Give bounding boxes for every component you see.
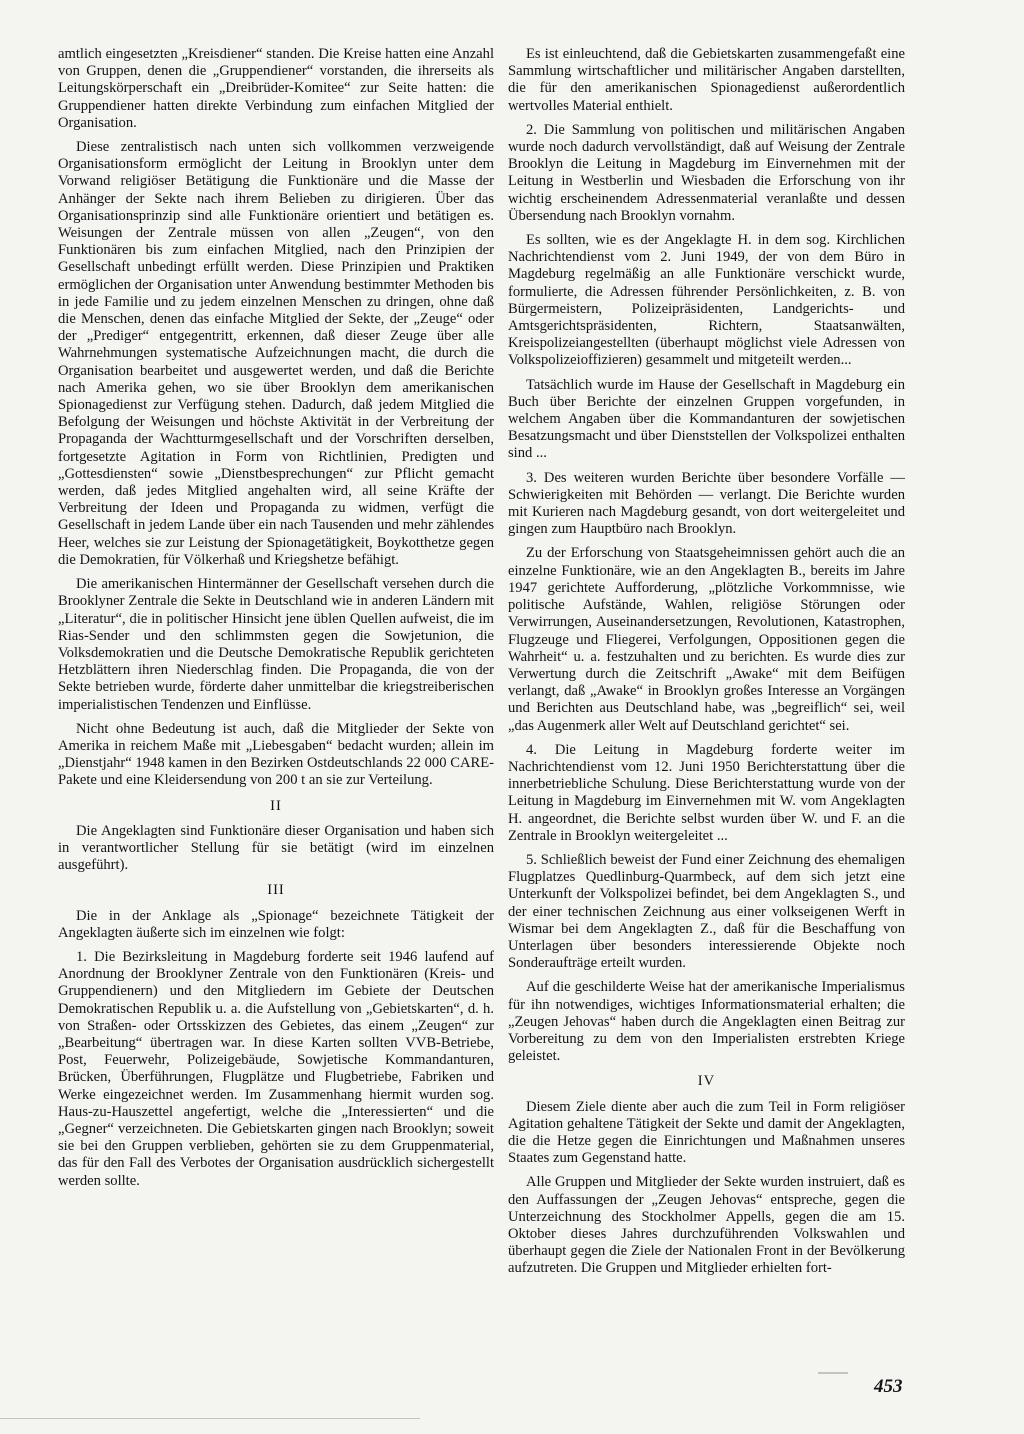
paragraph: Es sollten, wie es der Angeklagte H. in dem sog. Kirchlichen Nachrichtendienst vom 2. Juni 1949, der von dem Büro in Magdeburg regelmäßig an alle Funktionäre verschickt wurde, formulierte, die Adressen führender Persönlichkeiten, z. B. von Bürgermeistern, Polizeipräsidenten, Landgerichts- und Amtsgerichtspräsidenten, Richtern, Staatsanwälten, Kreispolizeiangestellten (überhaupt möglichst viele Adressen von Volkspolizeioffizieren) gesammelt und mitgeteilt werden... — [508, 232, 905, 369]
paragraph: Die Angeklagten sind Funktionäre dieser Organisation und haben sich in verantwortlicher Stellung für sie betätigt (wird im einzelnen ausgeführt). — [58, 822, 494, 874]
paragraph: Auf die geschilderte Weise hat der amerikanische Imperialismus für ihn notwendiges, wichtiges Informationsmaterial erhalten; die „Zeugen Jehovas“ haben durch die Angeklagten einen Beitrag zur Vorbereitung zu dem von den Imperialisten erstrebten Kriege geleistet. — [508, 979, 905, 1065]
paragraph: Die amerikanischen Hintermänner der Gesellschaft versehen durch die Brooklyner Zentrale die Sekte in Deutschland wie in anderen Ländern mit „Literatur“, die in politischer Hinsicht jene üblen Quellen aufweist, die im Rias-Sender und den schlimmsten gegen die Sowjetunion, die Volksdemokratien und die Deutsche Demokratische Republik gerichteten Hetzblättern ihren Niederschlag finden. Die Propaganda, die von der Sekte betrieben wurde, förderte daher unmittelbar die kriegstreiberischen imperialistischen Tendenzen und Einflüsse. — [58, 576, 494, 713]
paragraph: 1. Die Bezirksleitung in Magdeburg forderte seit 1946 laufend auf Anordnung der Brooklyner Zentrale von den Funktionären (Kreis- und Gruppendienern) und den Mitgliedern im Gebiete der Deutschen Demokratischen Republik u. a. die Aufstellung von „Gebietskarten“, d. h. von Straßen- oder Ortsskizzen des Gebietes, das einem „Zeugen“ zur „Bearbeitung“ übertragen war. In diese Karten sollten VVB-Betriebe, Post, Feuerwehr, Polizeigebäude, Sowjetische Kommandanturen, Brücken, Überführungen, Flugplätze und Flugbetriebe, Fabriken und Werke eingezeichnet werden. Im Zusammenhang hiermit wurden sog. Haus-zu-Hauszettel angefertigt, welche die „Interessierten“ und die „Gegner“ verzeichneten. Die Gebietskarten gingen nach Brooklyn; soweit sie bei den Gruppen verblieben, gehörten sie zu dem Gruppenmaterial, das für den Fall des Verbotes der Organisation ausdrücklich sichergestellt werden sollte. — [58, 948, 494, 1189]
paragraph: Tatsächlich wurde im Hause der Gesellschaft in Magdeburg ein Buch über Berichte der einzelnen Gruppen vorgefunden, in welchem Angaben über die Kommandanturen der sowjetischen Besatzungsmacht und über Dienststellen der Volkspolizei enthalten sind ... — [508, 376, 905, 462]
paragraph: 2. Die Sammlung von politischen und militärischen Angaben wurde noch dadurch vervollständigt, daß auf Weisung der Zentrale Brooklyn die Leitung in Magdeburg im Einvernehmen mit der Leitung in Westberlin und Wiesbaden die Erforschung von ihr wichtig erscheinendem Adressenmaterial veranlaßte und dessen Übersendung nach Brooklyn vornahm. — [508, 121, 905, 224]
paragraph: amtlich eingesetzten „Kreisdiener“ standen. Die Kreise hatten eine Anzahl von Gruppen, denen die „Gruppendiener“ vorstanden, die ihrerseits als Leitungskörperschaft ein „Dreibrüder-Komitee“ zur Seite hatten: die Gruppendiener hatten direkte Verbindung zum einfachen Mitglied der Organisation. — [58, 46, 494, 131]
paragraph: Diese zentralistisch nach unten sich vollkommen verzweigende Organisationsform ermöglicht der Leitung in Brooklyn unter dem Vorwand religiöser Betätigung die Funktionäre und die Masse der Anhänger der Sekte nach ihrem Belieben zu dirigieren. Über das Organisationsprinzip sind alle Funktionäre orientiert und betätigen es. Weisungen der Zentrale müssen von allen „Zeugen“, von den Funktionären bis zum einfachen Mitglied, nach den Prinzipien der Gesellschaft unbedingt erfüllt werden. Diese Prinzipien und Praktiken ermöglichen der Organisation unter Anwendung bestimmter Methoden bis in jede Familie und zu jedem einzelnen Menschen zu dringen, ohne daß die Menschen, denen das einfache Mitglied der Sekte, der „Zeuge“ oder der „Prediger“ entgegentritt, erkennen, daß dieser Zeuge über alle Wahrnehmungen systematische Aufzeichnungen macht, die durch die Organisation bearbeitet und ausgewertet werden, und daß die Berichte nach Amerika gehen, wo sie über Brooklyn dem amerikanischen Spionagedienst zur Verfügung stehen. Dadurch, daß jedem Mitglied die Befolgung der Weisungen und höchste Aktivität in der Verbreitung der Propaganda der Wachtturmgesellschaft und der Vorschriften derselben, fortgesetzte Agitation in Form von Richtlinien, Predigten und „Gottesdiensten“ sowie „Dienstbesprechungen“ zur Pflicht gemacht werden, daß jedes Mitglied angehalten wird, all seine Kräfte der Verbreitung der Ideen und Propaganda zu widmen, verfügt die Gesellschaft in jedem Lande über ein nach Tausenden und mehr zählendes Heer, welches sie zur Leistung der Spionagetätigkeit, Boykotthetze gegen die Demokratien, für Völkerhaß und Kriegshetze befähigt. — [58, 139, 494, 568]
scan-edge-mark — [0, 1418, 420, 1419]
paragraph: Nicht ohne Bedeutung ist auch, daß die Mitglieder der Sekte von Amerika in reichem Maße mit „Liebesgaben“ bedacht wurden; allein im „Dienstjahr“ 1948 kamen in den Bezirken Ostdeutschlands 22 000 CARE-Pakete und eine Kleidersendung von 200 t an sie zur Verteilung. — [58, 720, 494, 789]
paragraph: Diesem Ziele diente aber auch die zum Teil in Form religiöser Agitation gehaltene Tätigkeit der Sekte und damit der Angeklagten, die die Hetze gegen die Einrichtungen und Maßnahmen unseres Staates zum Gegenstand hatte. — [508, 1098, 905, 1167]
page-number: 453 — [874, 1376, 903, 1397]
paragraph: Die in der Anklage als „Spionage“ bezeichnete Tätigkeit der Angeklagten äußerte sich im einzelnen wie folgt: — [58, 907, 494, 941]
right-column — [508, 46, 905, 1285]
paragraph: Zu der Erforschung von Staatsgeheimnissen gehört auch die an einzelne Funktionäre, wie an den Angeklagten B., bereits im Jahre 1947 gerichtete Aufforderung, „plötzliche Vorkommnisse, wie politische Aufstände, Wahlen, religiöse Störungen oder Verwirrungen, Auseinandersetzungen, Revolutionen, Katastrophen, Flugzeuge und Fliegerei, Verfolgungen, Oppositionen gegen die Wahrheit“ u. a. festzuhalten und zu berichten. Es wurde dies zur Verwertung durch die Zeitschrift „Awake“ mit dem Beifügen verlangt, daß „Awake“ in Brooklyn großes Interesse an Vorgängen und Berichten aus Deutschland habe, was „begreiflich“ sei, weil „das Augenmerk aller Welt auf Deutschland gerichtet“ sei. — [508, 545, 905, 734]
paragraph: Es ist einleuchtend, daß die Gebietskarten zusammengefaßt eine Sammlung wirtschaftlicher und militärischer Angaben darstellten, die für den amerikanischen Spionagedienst außerordentlich wertvolles Material enthielt. — [508, 46, 905, 114]
paragraph: 5. Schließlich beweist der Fund einer Zeichnung des ehemaligen Flugplatzes Quedlinburg-Quarmbeck, auf dem sich jetzt eine Unterkunft der Volkspolizei befindet, bei dem Angeklagten S., und der einer technischen Zeichnung aus einer volkseigenen Werft in Wismar bei dem Angeklagten Z., daß für die Beschaffung von Unterlagen über besonders interessierende Objekte noch Sonderaufträge erteilt wurden. — [508, 851, 905, 972]
section-heading-iv: IV — [697, 1073, 716, 1090]
print-smudge — [818, 1372, 848, 1374]
paragraph: 4. Die Leitung in Magdeburg forderte weiter im Nachrichtendienst vom 12. Juni 1950 Berichterstattung über die innerbetriebliche Schulung. Diese Berichterstattung wurde von der Leitung in Magdeburg im Einvernehmen mit W. vom Angeklagten H. angeordnet, die Berichte selbst wurden über W. und F. an die Zentrale in Brooklyn weitergeleitet ... — [508, 741, 905, 844]
section-heading-iii: III — [267, 882, 285, 899]
paragraph: 3. Des weiteren wurden Berichte über besondere Vorfälle — Schwierigkeiten mit Behörden — verlangt. Die Berichte wurden mit Kurieren nach Magdeburg gesandt, von dort weitergeleitet und gingen zum Hauptbüro nach Brooklyn. — [508, 469, 905, 538]
section-heading-ii: II — [270, 797, 282, 814]
left-column — [58, 46, 494, 1197]
paragraph: Alle Gruppen und Mitglieder der Sekte wurden instruiert, daß es den Auffassungen der „Zeugen Jehovas“ entspreche, gegen die Unterzeichnung des Stockholmer Appells, gegen die am 15. Oktober dieses Jahres durchzuführenden Volkswahlen und überhaupt gegen die Ziele der Nationalen Front in der Bevölkerung aufzutreten. Die Gruppen und Mitglieder erhielten fort- — [508, 1174, 905, 1277]
